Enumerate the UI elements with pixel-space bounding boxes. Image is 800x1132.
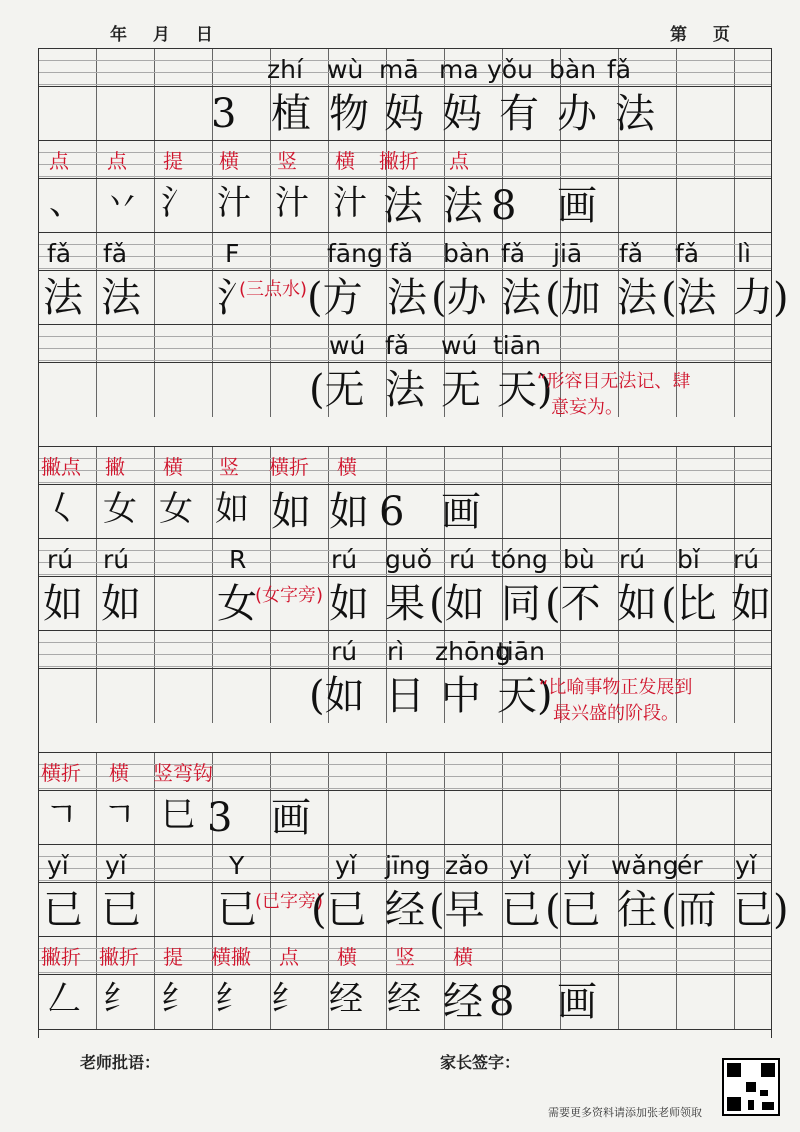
hanzi-text: 纟 bbox=[161, 979, 195, 1019]
pinyin-text: rì bbox=[387, 637, 405, 666]
hanzi-text: 天) bbox=[497, 673, 553, 719]
hanzi-text: 纟 bbox=[271, 979, 305, 1019]
hanzi-text: 法 bbox=[615, 91, 655, 137]
hanzi-text: 经 bbox=[385, 887, 425, 933]
pinyin-text: wǎng bbox=[611, 851, 679, 880]
hanzi-text: 有 bbox=[499, 91, 539, 137]
hanzi-text: 画 bbox=[271, 795, 311, 841]
pinyin-text: yǐ bbox=[105, 851, 127, 880]
hanzi-text: 法 bbox=[101, 275, 141, 321]
pinyin-text: Y bbox=[229, 851, 245, 880]
hanzi-text: 3 bbox=[207, 795, 233, 841]
hanzi-text: 植 bbox=[271, 91, 311, 137]
hanzi-text: (如 bbox=[429, 581, 485, 627]
teacher-comment-label: 老师批语： bbox=[80, 1053, 161, 1072]
hanzi-text: 8 bbox=[491, 183, 517, 229]
hanzi-text: 法 bbox=[443, 183, 483, 229]
pinyin-row bbox=[39, 232, 771, 271]
character-row bbox=[39, 86, 771, 141]
annotation-text: 最兴盛的阶段。 bbox=[553, 703, 679, 724]
hanzi-text: (比 bbox=[661, 581, 717, 627]
pinyin-text: tiān bbox=[497, 637, 545, 666]
annotation-text: 横 bbox=[219, 149, 239, 173]
hanzi-text: 纟 bbox=[103, 979, 137, 1019]
annotation-text: 竖 bbox=[395, 945, 415, 969]
pinyin-text: mā bbox=[379, 55, 419, 84]
hanzi-text: 女 bbox=[159, 489, 193, 529]
pinyin-text: yǐ bbox=[567, 851, 589, 880]
pinyin-text: jīng bbox=[385, 851, 431, 880]
pinyin-text: fāng bbox=[327, 239, 383, 268]
pinyin-row bbox=[39, 446, 771, 485]
hanzi-text: 妈 bbox=[384, 91, 424, 137]
pinyin-row bbox=[39, 630, 771, 669]
pinyin-text: ér bbox=[677, 851, 703, 880]
hanzi-text: 丷 bbox=[105, 183, 139, 223]
annotation-text: 横折 bbox=[41, 761, 81, 785]
pinyin-text: fǎ bbox=[47, 239, 72, 268]
annotation-text: 横折 bbox=[269, 455, 309, 479]
annotation-text: (已字旁) bbox=[255, 891, 324, 912]
hanzi-text: 如 bbox=[271, 489, 311, 535]
hanzi-text: 法 bbox=[617, 275, 657, 321]
pinyin-row bbox=[39, 844, 771, 883]
character-row bbox=[39, 790, 771, 845]
annotation-text: 点 bbox=[49, 149, 69, 173]
pinyin-text: rú bbox=[103, 545, 130, 574]
hanzi-text: 无 bbox=[441, 367, 481, 413]
character-row bbox=[39, 270, 789, 325]
annotation-text: 撇 bbox=[105, 455, 125, 479]
pinyin-text: wù bbox=[327, 55, 364, 84]
hanzi-text: (已 bbox=[545, 887, 601, 933]
annotation-text: 点 bbox=[107, 149, 127, 173]
hanzi-text: 汁 bbox=[275, 183, 309, 223]
annotation-text: 意妄为。 bbox=[551, 397, 623, 418]
hanzi-text: 如 bbox=[43, 581, 83, 627]
pinyin-text: wú bbox=[329, 331, 366, 360]
pinyin-text: rú bbox=[331, 637, 358, 666]
pinyin-text: rú bbox=[331, 545, 358, 574]
pinyin-text: tóng bbox=[491, 545, 548, 574]
pinyin-text: fǎ bbox=[675, 239, 700, 268]
pinyin-text: rú bbox=[47, 545, 74, 574]
pinyin-text: bǐ bbox=[677, 545, 700, 574]
annotation-text: 点 bbox=[449, 149, 469, 173]
character-row bbox=[39, 362, 771, 417]
annotation-text: “比喻事物正发展到 bbox=[539, 677, 693, 698]
annotation-text: “形容目无法记、肆 bbox=[537, 371, 691, 392]
pinyin-text: F bbox=[225, 239, 240, 268]
pinyin-text: fǎ bbox=[389, 239, 414, 268]
pinyin-text: yǐ bbox=[47, 851, 69, 880]
annotation-text: (女字旁) bbox=[255, 585, 324, 606]
annotation-text: 横撇 bbox=[211, 945, 251, 969]
hanzi-text: 经 bbox=[443, 979, 483, 1025]
pinyin-text: fǎ bbox=[607, 55, 632, 84]
hanzi-text: 中 bbox=[441, 673, 481, 719]
hanzi-text: 汁 bbox=[333, 183, 367, 223]
character-row bbox=[39, 178, 771, 233]
hanzi-text: 汁 bbox=[217, 183, 251, 223]
pinyin-row bbox=[39, 936, 771, 975]
annotation-text: 竖 bbox=[219, 455, 239, 479]
qr-code bbox=[722, 1058, 780, 1116]
annotation-text: 竖 bbox=[277, 149, 297, 173]
annotation-text: 撇折 bbox=[99, 945, 139, 969]
hanzi-text: 女 bbox=[217, 581, 257, 627]
pinyin-text: lì bbox=[737, 239, 751, 268]
annotation-text: 撇折 bbox=[41, 945, 81, 969]
hanzi-text: 如 bbox=[215, 489, 249, 529]
pinyin-text: rú bbox=[733, 545, 760, 574]
hanzi-text: 3 bbox=[211, 91, 237, 137]
hanzi-text: 法 bbox=[383, 183, 423, 229]
hanzi-text: 已 bbox=[43, 887, 83, 933]
pinyin-text: tiān bbox=[493, 331, 541, 360]
hanzi-text: (不 bbox=[545, 581, 601, 627]
pinyin-row bbox=[39, 48, 771, 87]
hanzi-text: 、 bbox=[49, 183, 83, 223]
pinyin-text: ma bbox=[439, 55, 479, 84]
hanzi-text: 6 bbox=[379, 489, 405, 535]
hanzi-text: (而 bbox=[661, 887, 717, 933]
hanzi-text: 办 bbox=[557, 91, 597, 137]
hanzi-text: 如 bbox=[731, 581, 771, 627]
hanzi-text: 巳 bbox=[161, 795, 195, 835]
hanzi-text: (早 bbox=[429, 887, 485, 933]
hanzi-text: 画 bbox=[557, 183, 597, 229]
character-row bbox=[39, 576, 771, 631]
hanzi-text: 𡿨 bbox=[45, 489, 79, 529]
character-row bbox=[39, 484, 771, 539]
pinyin-text: rú bbox=[619, 545, 646, 574]
pinyin-text: fǎ bbox=[103, 239, 128, 268]
writing-grid bbox=[38, 48, 789, 1038]
annotation-text: 横 bbox=[453, 945, 473, 969]
hanzi-text: 天) bbox=[497, 367, 553, 413]
pinyin-text: rú bbox=[449, 545, 476, 574]
pinyin-text: jiā bbox=[553, 239, 583, 268]
hanzi-text: 已) bbox=[733, 887, 789, 933]
annotation-text: 横 bbox=[337, 945, 357, 969]
character-row bbox=[39, 974, 771, 1030]
pinyin-text: guǒ bbox=[385, 545, 433, 574]
hanzi-text: 已 bbox=[101, 887, 141, 933]
parent-signature-label: 家长签字： bbox=[440, 1053, 521, 1072]
hanzi-text: 画 bbox=[441, 489, 481, 535]
hanzi-text: 法 bbox=[387, 275, 427, 321]
pinyin-text: bù bbox=[563, 545, 595, 574]
pinyin-row bbox=[39, 538, 771, 577]
hanzi-text: (方 bbox=[307, 275, 363, 321]
hanzi-text: (办 bbox=[431, 275, 487, 321]
page-number-label: 第 页 bbox=[670, 25, 740, 45]
hanzi-text: 画 bbox=[557, 979, 597, 1025]
hanzi-text: (加 bbox=[545, 275, 601, 321]
pinyin-text: R bbox=[229, 545, 247, 574]
date-label: 年 月 日 bbox=[110, 25, 223, 45]
pinyin-text: yǐ bbox=[509, 851, 531, 880]
pinyin-text: wú bbox=[441, 331, 478, 360]
hanzi-text: 如 bbox=[329, 489, 369, 535]
hanzi-text: 日 bbox=[385, 673, 425, 719]
hanzi-text: 法 bbox=[501, 275, 541, 321]
hanzi-text: 妈 bbox=[442, 91, 482, 137]
annotation-text: 点 bbox=[279, 945, 299, 969]
annotation-text: 横 bbox=[337, 455, 357, 479]
hanzi-text: (如 bbox=[309, 673, 365, 719]
hanzi-text: 氵 bbox=[217, 275, 257, 321]
annotation-text: 撇点 bbox=[41, 455, 81, 479]
hanzi-text: 如 bbox=[617, 581, 657, 627]
hanzi-text: 已 bbox=[217, 887, 257, 933]
pinyin-row bbox=[39, 752, 771, 791]
hanzi-text: 氵 bbox=[161, 183, 195, 223]
hanzi-text: 已 bbox=[501, 887, 541, 933]
pinyin-row bbox=[39, 324, 771, 363]
hanzi-text: 经 bbox=[329, 979, 363, 1019]
hanzi-text: 如 bbox=[101, 581, 141, 627]
pinyin-text: zhōng bbox=[435, 637, 511, 666]
pinyin-text: fǎ bbox=[619, 239, 644, 268]
pinyin-text: yǐ bbox=[735, 851, 757, 880]
hanzi-text: 8 bbox=[489, 979, 515, 1025]
hanzi-text: 纟 bbox=[215, 979, 249, 1019]
annotation-text: 提 bbox=[163, 149, 183, 173]
promo-text: 需要更多资料请添加张老师领取 bbox=[548, 1106, 702, 1119]
annotation-text: 横 bbox=[163, 455, 183, 479]
pinyin-text: fǎ bbox=[385, 331, 410, 360]
hanzi-text: 𠃋 bbox=[47, 979, 81, 1019]
annotation-text: 提 bbox=[163, 945, 183, 969]
hanzi-text: (已 bbox=[311, 887, 367, 933]
annotation-text: 撇折 bbox=[379, 149, 419, 173]
hanzi-text: 物 bbox=[329, 91, 369, 137]
hanzi-text: (无 bbox=[309, 367, 365, 413]
hanzi-text: 往 bbox=[617, 887, 657, 933]
hanzi-text: ㄱ bbox=[45, 795, 78, 835]
pinyin-text: zǎo bbox=[445, 851, 489, 880]
pinyin-text: bàn bbox=[549, 55, 597, 84]
annotation-text: 横 bbox=[109, 761, 129, 785]
hanzi-text: 法 bbox=[385, 367, 425, 413]
hanzi-text: 女 bbox=[103, 489, 137, 529]
annotation-text: 横 bbox=[335, 149, 355, 173]
pinyin-text: yǐ bbox=[335, 851, 357, 880]
character-row bbox=[39, 882, 789, 937]
pinyin-text: yǒu bbox=[487, 55, 533, 84]
hanzi-text: 如 bbox=[329, 581, 369, 627]
hanzi-text: 果 bbox=[385, 581, 425, 627]
hanzi-text: ㄱ bbox=[103, 795, 136, 835]
hanzi-text: 力) bbox=[733, 275, 789, 321]
hanzi-text: 法 bbox=[43, 275, 83, 321]
annotation-text: 竖弯钩 bbox=[153, 761, 213, 785]
pinyin-row bbox=[39, 140, 771, 179]
hanzi-text: (法 bbox=[661, 275, 717, 321]
pinyin-text: bàn bbox=[443, 239, 491, 268]
annotation-text: (三点水) bbox=[239, 279, 308, 300]
pinyin-text: zhí bbox=[267, 55, 303, 84]
character-row bbox=[39, 668, 771, 723]
hanzi-text: 经 bbox=[387, 979, 421, 1019]
hanzi-text: 同 bbox=[501, 581, 541, 627]
pinyin-text: fǎ bbox=[501, 239, 526, 268]
